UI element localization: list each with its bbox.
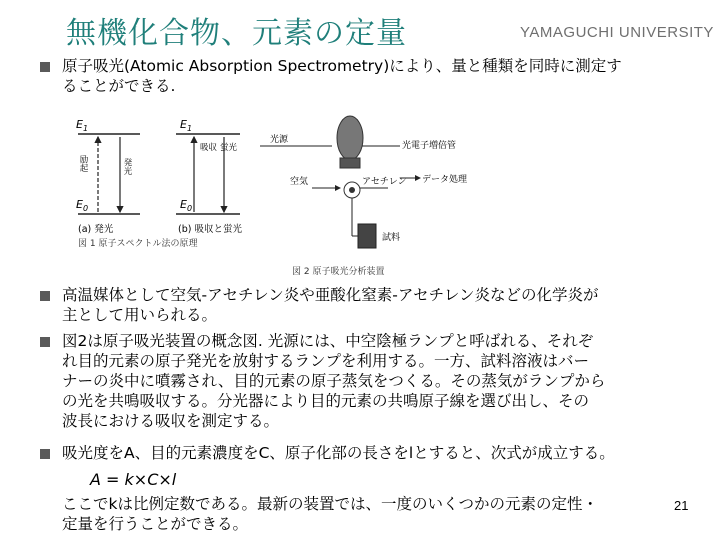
fig1-b-e1-label: $E_1$ — [180, 118, 193, 133]
figure2-apparatus-diagram — [260, 116, 467, 277]
fig1-fluor-label: 蛍光 — [220, 143, 238, 153]
figure-area — [70, 110, 490, 280]
fig1-e1-label: $E_1$ — [76, 118, 89, 133]
fig1-label-b: (b) 吸収と蛍光 — [178, 224, 242, 235]
fig2-burner-center — [349, 187, 355, 193]
closing-line: ここでkは比例定数である。最新の装置では、一度のいくつかの元素の定性・ — [62, 495, 598, 513]
bullet-line: 吸光度をA、目的元素濃度をC、原子化部の長さをlとすると、次式が成立する。 — [62, 444, 615, 462]
bullet-line: 高温媒体として空気-アセチレン炎や亜酸化窒素-アセチレン炎などの化学炎が — [62, 286, 599, 304]
fig2-data-label: データ処理 — [422, 175, 468, 185]
fig1-e0-label: $E_0$ — [76, 198, 89, 213]
university-name: YAMAGUCHI UNIVERSITY — [520, 24, 714, 41]
bullet-paragraph — [62, 285, 598, 325]
fig1-emit-label: 発光 — [122, 158, 132, 175]
page-title: 無機化合物、元素の定量 — [66, 16, 407, 51]
bullet-square-icon — [40, 62, 50, 72]
closing-line: 定量を行うことができる。 — [62, 515, 249, 533]
bullet-paragraph — [62, 443, 615, 463]
bullet-paragraph — [62, 331, 605, 431]
bullet-line: ナーの炎中に噴霧され、目的元素の原子蒸気をつくる。その蒸気がランプから — [62, 372, 606, 390]
fig2-acetylene-label: アセチレン — [362, 177, 407, 187]
fig2-lamp-base — [340, 158, 360, 168]
closing-paragraph — [62, 494, 598, 534]
fig2-lamp-shape — [337, 116, 363, 160]
bullet-line: の光を共鳴吸収する。分光器により目的元素の共鳴原子線を選び出し、その — [62, 392, 590, 410]
page-number: 21 — [674, 498, 689, 513]
bullet-line: 主として用いられる。 — [62, 306, 218, 324]
fig2-pmt-label: 光電子増倍管 — [402, 141, 457, 151]
intro-paragraph — [62, 56, 622, 96]
intro-line: 原子吸光(Atomic Absorption Spectrometry)により、量と種類を同時に測定す — [62, 57, 622, 75]
fig1-label-a: (a) 発光 — [78, 224, 114, 235]
figure1-energy-diagram — [76, 118, 242, 249]
bullet-square-icon — [40, 337, 50, 347]
fig2-air-label: 空気 — [290, 177, 309, 187]
fig2-light-source-label: 光源 — [270, 135, 289, 145]
formula: A = k×C×l — [90, 470, 177, 489]
bullet-square-icon — [40, 291, 50, 301]
bullet-line: 波長における吸収を測定する。 — [62, 412, 280, 430]
fig1-b-e0-label: $E_0$ — [180, 198, 193, 213]
fig1-excite-label: 励起 — [78, 155, 88, 172]
fig1-absorb-label: 吸収 — [200, 143, 218, 153]
fig2-caption: 図 2 原子吸光分析装置 — [292, 267, 385, 277]
fig2-sample-beaker — [358, 224, 376, 248]
bullet-line: れ目的元素の原子発光を放射するランプを利用する。一方、試料溶液はバー — [62, 352, 590, 370]
bullet-square-icon — [40, 449, 50, 459]
fig2-sample-label: 試料 — [382, 233, 401, 243]
bullet-line: 図2は原子吸光装置の概念図. 光源には、中空陰極ランプと呼ばれる、それぞ — [62, 332, 594, 350]
fig1-caption: 図 1 原子スペクトル法の原理 — [78, 239, 198, 249]
intro-line: ることができる. — [62, 77, 176, 95]
